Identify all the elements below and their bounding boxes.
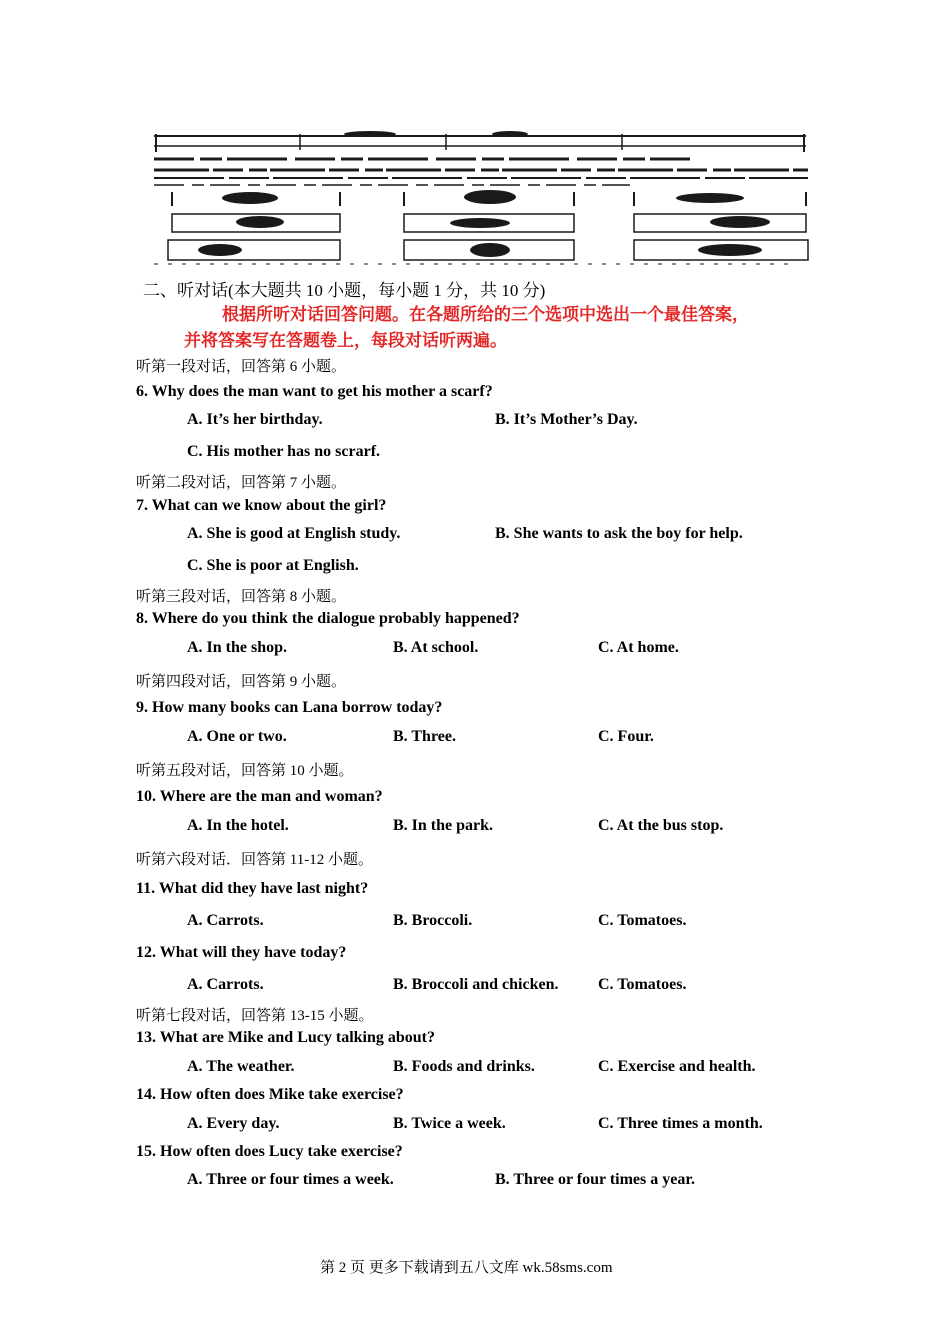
question-11-option-c: C. Tomatoes. [598,912,687,929]
question-6-option-a: A. It’s her birthday. [187,411,323,428]
question-12-option-b: B. Broccoli and chicken. [393,976,559,993]
top-picture-figure [150,126,812,266]
question-9: 9. How many books can Lana borrow today? [136,699,443,716]
question-8-option-a: A. In the shop. [187,639,288,656]
question-13-option-a: A. The weather. [187,1058,295,1075]
question-10-option-a: A. In the hotel. [187,817,289,834]
page-footer: 第 2 页 更多下载请到五八文库 wk.58sms.com [320,1260,613,1276]
dialogue-2-note: 听第二段对话，回答第 7 小题。 [136,475,347,491]
question-12-option-a: A. Carrots. [187,976,264,993]
question-7: 7. What can we know about the girl? [136,497,387,514]
question-7-option-b: B. She wants to ask the boy for help. [495,525,743,542]
question-15-option-b: B. Three or four times a year. [495,1171,695,1188]
question-10-option-c: C. At the bus stop. [598,817,724,834]
question-9-option-c: C. Four. [598,728,654,745]
question-12-option-c: C. Tomatoes. [598,976,687,993]
section-instruction-line2: 并将答案写在答题卷上，每段对话听两遍。 [184,331,507,350]
question-13-option-c: C. Exercise and health. [598,1058,756,1075]
section-title: 二、听对话(本大题共 10 小题，每小题 1 分，共 10 分) [143,281,546,300]
question-6: 6. Why does the man want to get his mother a scarf? [136,383,493,400]
question-13: 13. What are Mike and Lucy talking about? [136,1029,436,1046]
question-11: 11. What did they have last night? [136,880,369,897]
question-14-option-c: C. Three times a month. [598,1115,763,1132]
section-instruction-line1: 根据所听对话回答问题。在各题所给的三个选项中选出一个最佳答案， [222,305,749,324]
question-8: 8. Where do you think the dialogue probably happened? [136,610,520,627]
question-9-option-b: B. Three. [393,728,456,745]
question-6-option-c: C. His mother has no scrarf. [187,443,381,460]
question-15: 15. How often does Lucy take exercise? [136,1143,403,1160]
question-10: 10. Where are the man and woman? [136,788,383,805]
dialogue-4-note: 听第四段对话，回答第 9 小题。 [136,674,347,690]
dialogue-7-note: 听第七段对话，回答第 13-15 小题。 [136,1008,374,1024]
question-6-option-b: B. It’s Mother’s Day. [495,411,638,428]
question-14-option-b: B. Twice a week. [393,1115,506,1132]
question-14-option-a: A. Every day. [187,1115,280,1132]
question-9-option-a: A. One or two. [187,728,287,745]
question-7-option-c: C. She is poor at English. [187,557,359,574]
question-13-option-b: B. Foods and drinks. [393,1058,535,1075]
question-7-option-a: A. She is good at English study. [187,525,401,542]
question-14: 14. How often does Mike take exercise? [136,1086,404,1103]
question-10-option-b: B. In the park. [393,817,494,834]
dialogue-5-note: 听第五段对话，回答第 10 小题。 [136,763,354,779]
question-8-option-c: C. At home. [598,639,679,656]
question-11-option-a: A. Carrots. [187,912,264,929]
question-11-option-b: B. Broccoli. [393,912,473,929]
dialogue-3-note: 听第三段对话，回答第 8 小题。 [136,589,347,605]
question-12: 12. What will they have today? [136,944,347,961]
question-15-option-a: A. Three or four times a week. [187,1171,394,1188]
dialogue-6-note: 听第六段对话．回答第 11-12 小题。 [136,852,373,868]
dialogue-1-note: 听第一段对话，回答第 6 小题。 [136,359,347,375]
question-8-option-b: B. At school. [393,639,479,656]
